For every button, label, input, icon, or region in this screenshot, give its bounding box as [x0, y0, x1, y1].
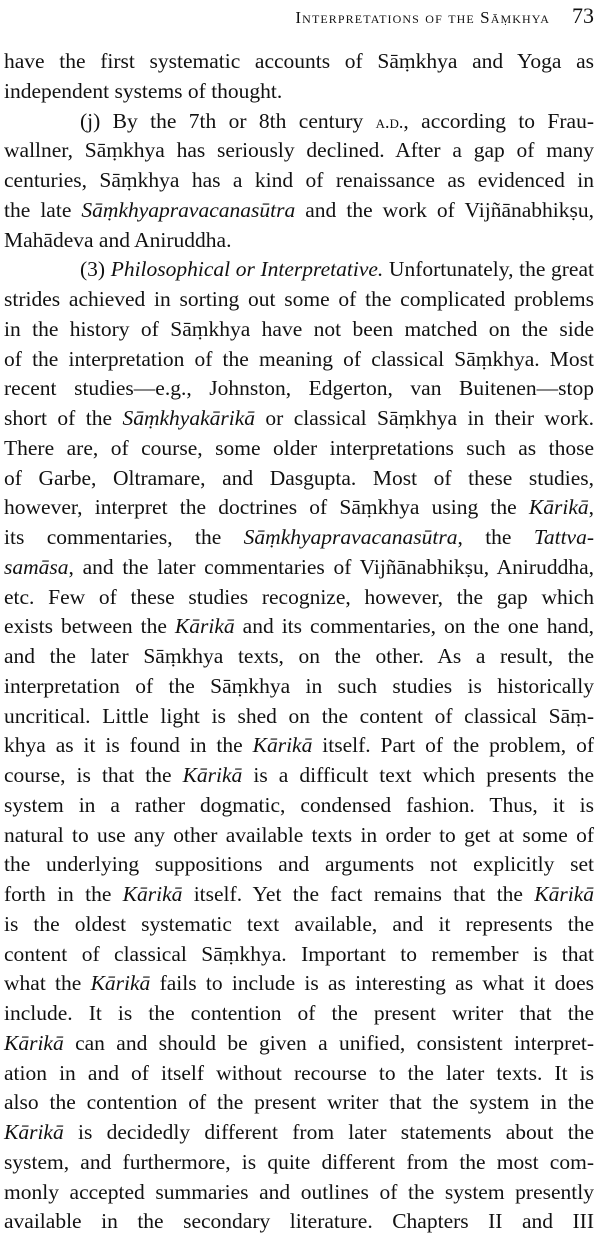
text-line: system in a rather dogmatic, condensed fashion. Thus, it is — [4, 792, 594, 817]
text-line: have the first systematic accounts of Sāṃkhya and Yoga as — [4, 49, 594, 73]
text-line: content of classical Sāṃkhya. Important to remember is that — [4, 941, 594, 966]
text-line: what the Kārikā fails to include is as interesting as what it does — [4, 971, 594, 996]
text-line: of Garbe, Oltramare, and Dasgupta. Most of these studies, — [4, 465, 594, 490]
text-line: its commentaries, the Sāṃkhyapravacanasūtra, the Tattva- — [4, 525, 594, 549]
text-line: short of the Sāṃkhyakārikā or classical Sāṃkhya in their work. — [4, 406, 594, 430]
text-line: wallner, Sāṃkhya has seriously declined. After a gap of many — [4, 138, 594, 163]
text-line: forth in the Kārikā itself. Yet the fact remains that the Kārikā — [4, 882, 594, 906]
text-line: interpretation of the Sāṃkhya in such studies is historically — [4, 673, 594, 698]
text-line: in the history of Sāṃkhya have not been matched on the side — [4, 316, 594, 341]
text-line: uncritical. Little light is shed on the content of classical Sāṃ- — [4, 703, 594, 728]
text-line: course, is that the Kārikā is a difficult text which presents the — [4, 763, 594, 787]
text-line: (j) By the 7th or 8th century a.d., according to Frau- — [80, 108, 594, 133]
text-line: (3) Philosophical or Interpretative. Unfortunately, the great — [80, 257, 594, 282]
running-title: Interpretations of the Sāṃkhya — [295, 8, 550, 27]
running-header — [0, 3, 594, 29]
text-line: of the interpretation of the meaning of classical Sāṃkhya. Most — [4, 346, 594, 371]
text-line: natural to use any other available texts in order to get at some of — [4, 822, 594, 847]
text-line: system, and furthermore, is quite different from the most com- — [4, 1149, 594, 1174]
body-text — [4, 47, 594, 1237]
text-line: centuries, Sāṃkhya has a kind of renaissance as evidenced in — [4, 168, 594, 192]
text-line: and the later Sāṃkhya texts, on the other. As a result, the — [4, 644, 594, 668]
text-line: There are, of course, some older interpretations such as those — [4, 435, 594, 460]
text-line: Kārikā is decidedly different from later statements about the — [4, 1120, 594, 1144]
text-line: Kārikā can and should be given a unified, consistent interpret- — [4, 1030, 594, 1055]
text-line: khya as it is found in the Kārikā itself. Part of the problem, of — [4, 733, 594, 758]
text-line: the late Sāṃkhyapravacanasūtra and the work of Vijñānabhikṣu, — [4, 197, 594, 222]
text-line: monly accepted summaries and outlines of the system presently — [4, 1179, 594, 1204]
text-line: the underlying suppositions and arguments not explicitly set — [4, 852, 594, 877]
text-line: include. It is the contention of the present writer that the — [4, 1001, 594, 1025]
text-line: etc. Few of these studies recognize, however, the gap which — [4, 584, 594, 609]
text-line: available in the secondary literature. Chapters II and III — [4, 1209, 594, 1234]
page-number: 73 — [572, 3, 594, 28]
text-line: also the contention of the present writer that the system in the — [4, 1090, 594, 1115]
text-line: recent studies—e.g., Johnston, Edgerton, van Buitenen—stop — [4, 376, 594, 401]
text-line: independent systems of thought. — [4, 78, 283, 103]
text-line: is the oldest systematic text available, and it represents the — [4, 911, 594, 936]
text-line: samāsa, and the later commentaries of Vijñānabhikṣu, Aniruddha, — [4, 554, 594, 579]
text-line: Mahādeva and Aniruddha. — [4, 227, 232, 252]
text-line: however, interpret the doctrines of Sāṃkhya using the Kārikā, — [4, 495, 594, 520]
text-line: ation in and of itself without recourse to the later texts. It is — [4, 1060, 594, 1085]
text-line: exists between the Kārikā and its commentaries, on the one hand, — [4, 614, 594, 639]
text-line: strides achieved in sorting out some of the complicated problems — [4, 287, 594, 311]
